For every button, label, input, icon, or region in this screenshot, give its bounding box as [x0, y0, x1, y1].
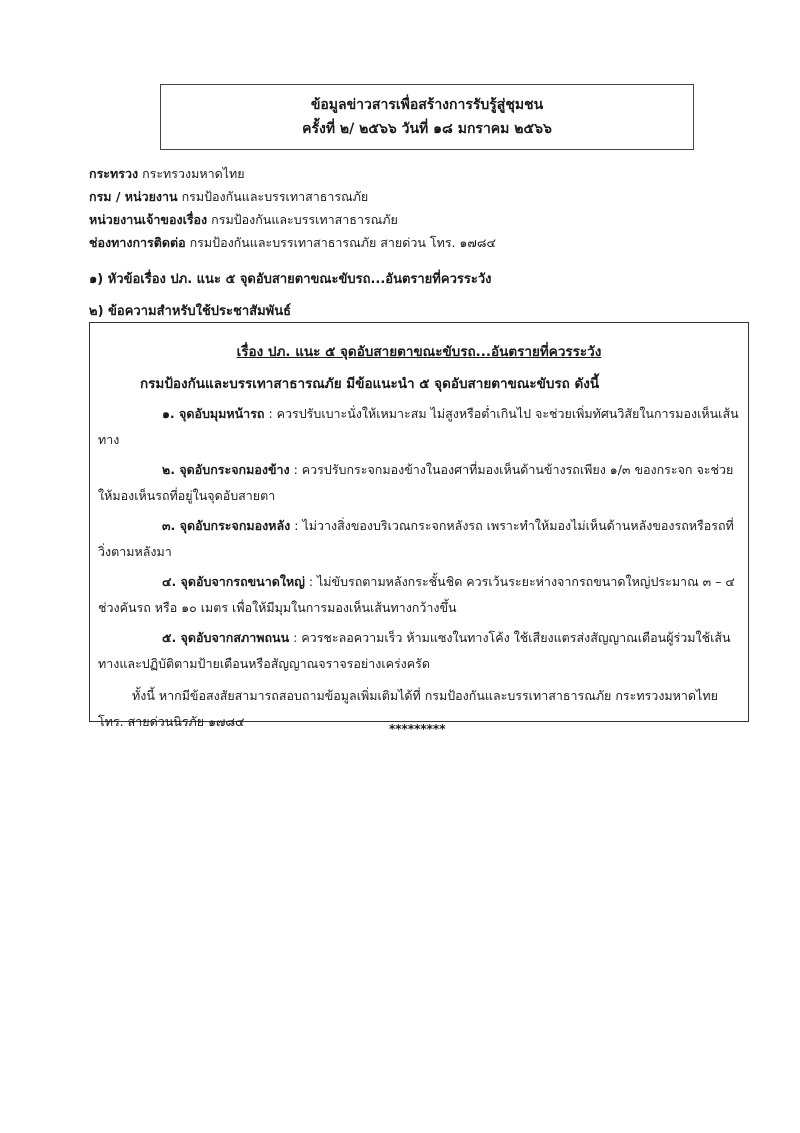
- message-subtitle: กรมป้องกันและบรรเทาสาธารณภัย มีข้อแนะนำ ๕ จุดอับสายตาขณะขับรถ ดังนี้: [140, 376, 600, 392]
- meta-department-value: กรมป้องกันและบรรเทาสาธารณภัย: [181, 189, 369, 204]
- document-meta: [89, 162, 749, 254]
- tip-text: : ควรชะลอความเร็ว ห้ามแซงในทางโค้ง ใช้เสียงแตรส่งสัญญาณเตือนผู้ร่วมใช้เส้นทางและปฏิบัติตามป้ายเตือนหรือสัญญาณจราจรอย่างเคร่งครัด: [98, 630, 731, 671]
- meta-owner: [89, 208, 749, 231]
- tip-label: ๓. จุดอับกระจกมองหลัง: [162, 518, 291, 533]
- message-title: เรื่อง ปภ. แนะ ๕ จุดอับสายตาขณะขับรถ...อันตรายที่ควรระวัง: [236, 344, 602, 360]
- tip-label: ๕. จุดอับจากสภาพถนน: [162, 630, 290, 645]
- tip-item: [98, 625, 740, 677]
- meta-contact: [89, 231, 749, 254]
- tip-text: : ควรปรับกระจกมองข้างในองศาที่มองเห็นด้านข้างรถเพียง ๑/๓ ของกระจก จะช่วยให้มองเห็นรถที่อยู่ในจุดอับสายตา: [98, 462, 734, 503]
- meta-contact-value: กรมป้องกันและบรรเทาสาธารณภัย สายด่วน โทร. ๑๗๘๔: [189, 235, 496, 250]
- pr-message-box: [89, 322, 749, 729]
- meta-department: [89, 185, 749, 208]
- header-issue-date: ครั้งที่ ๒/ ๒๕๖๖ วันที่ ๑๘ มกราคม ๒๕๖๖: [302, 121, 552, 137]
- message-closing: ทั้งนี้ หากมีข้อสงสัยสามารถสอบถามข้อมูลเพิ่มเติมได้ที่ กรมป้องกันและบรรเทาสาธารณภัย กระทรวงมหาดไทย โทร. สายด่วนนิรภัย ๑๗๘๔: [98, 688, 718, 729]
- document-header-box: [160, 84, 694, 150]
- tip-item: [98, 513, 740, 565]
- tip-text: : ไม่ขับรถตามหลังกระชั้นชิด ควรเว้นระยะห่างจากรถขนาดใหญ่ประมาณ ๓ – ๔ ช่วงคันรถ หรือ ๑๐ เมตร เพื่อให้มีมุมในการมองเห็นเส้นทางกว้างขึ้น: [98, 574, 735, 615]
- meta-owner-value: กรมป้องกันและบรรเทาสาธารณภัย: [211, 212, 398, 227]
- meta-ministry-label: กระทรวง: [89, 166, 139, 181]
- tip-label: ๒. จุดอับกระจกมองข้าง: [162, 462, 290, 477]
- tip-item: [98, 401, 740, 453]
- header-title: ข้อมูลข่าวสารเพื่อสร้างการรับรู้สู่ชุมชน: [310, 97, 544, 113]
- tip-label: ๑. จุดอับมุมหน้ารถ: [162, 406, 265, 421]
- pr-message-heading: ๒) ข้อความสำหรับใช้ประชาสัมพันธ์: [89, 304, 292, 319]
- meta-ministry: [89, 162, 749, 185]
- end-mark: *********: [389, 722, 446, 736]
- tip-item: [98, 569, 740, 621]
- tip-text: : ไม่วางสิ่งของบริเวณกระจกหลังรถ เพราะทำให้มองไม่เห็นด้านหลังของรถหรือรถที่วิ่งตามหลังมา: [98, 518, 734, 559]
- meta-department-label: กรม / หน่วยงาน: [89, 189, 178, 204]
- tip-label: ๔. จุดอับจากรถขนาดใหญ่: [162, 574, 305, 589]
- meta-ministry-value: กระทรวงมหาดไทย: [142, 166, 245, 181]
- topic-heading: ๑) หัวข้อเรื่อง ปภ. แนะ ๕ จุดอับสายตาขณะขับรถ...อันตรายที่ควรระวัง: [89, 272, 492, 287]
- meta-owner-label: หน่วยงานเจ้าของเรื่อง: [89, 212, 208, 227]
- meta-contact-label: ช่องทางการติดต่อ: [89, 235, 186, 250]
- tip-item: [98, 457, 740, 509]
- tip-text: : ควรปรับเบาะนั่งให้เหมาะสม ไม่สูงหรือต่ำเกินไป จะช่วยเพิ่มทัศนวิสัยในการมองเห็นเส้นทาง: [98, 406, 739, 447]
